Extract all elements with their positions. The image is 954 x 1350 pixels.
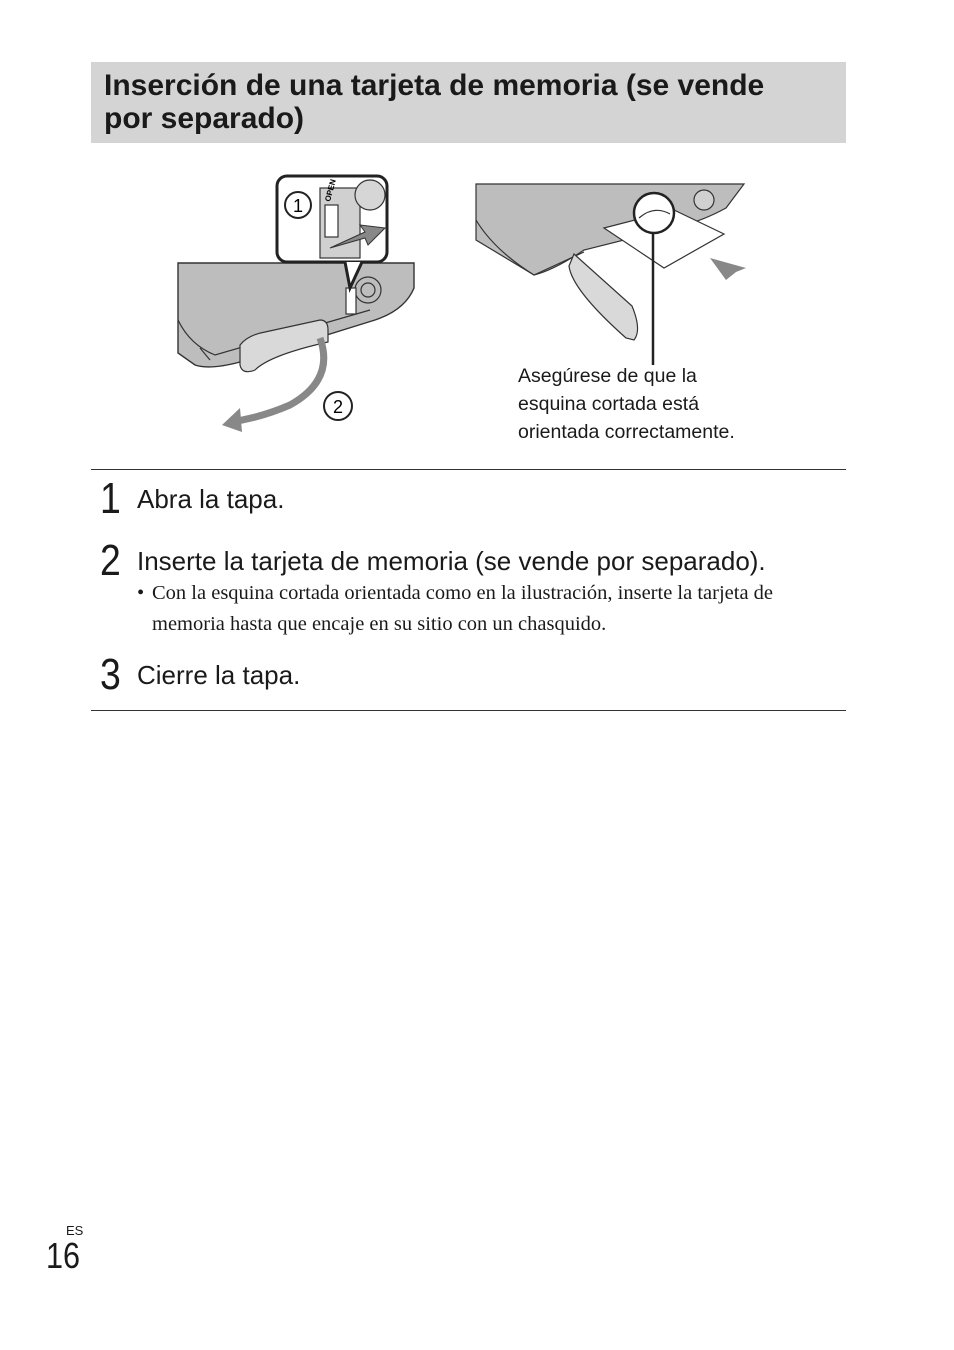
step-text: Cierre la tapa. [137,660,301,690]
bullet-text: Con la esquina cortada orientada como en la ilustración, inserte la tarjeta de memoria hasta que encaje en su sitio con un chasquido. [152,582,774,635]
page-number: 16 [46,1235,81,1276]
section-header [91,62,846,143]
step-number: 3 [100,650,121,699]
section-title-line1: Inserción de una tarjeta de memoria (se vende [104,69,765,102]
language-code: ES [66,1223,84,1238]
divider-bottom [91,710,846,711]
open-cover-illustration [170,170,420,445]
orientation-note-line: esquina cortada está [518,393,700,415]
divider-top [91,469,846,470]
callout-2: 2 [332,397,344,417]
bullet-marker: • [137,582,145,604]
step-text: Abra la tapa. [137,484,285,514]
orientation-note [518,362,818,446]
callout-1: 1 [292,196,304,216]
insert-card-illustration [474,180,754,370]
step-number: 2 [100,536,121,585]
step-text: Inserte la tarjeta de memoria (se vende por separado). [137,546,766,576]
open-label: OPEN [323,178,338,203]
step-bullet-note [137,578,849,640]
step-number: 1 [100,474,121,523]
section-title-line2: por separado) [104,102,305,135]
orientation-note-line: Asegúrese de que la [518,365,697,387]
section-title [104,69,832,135]
orientation-note-line: orientada correctamente. [518,421,735,443]
